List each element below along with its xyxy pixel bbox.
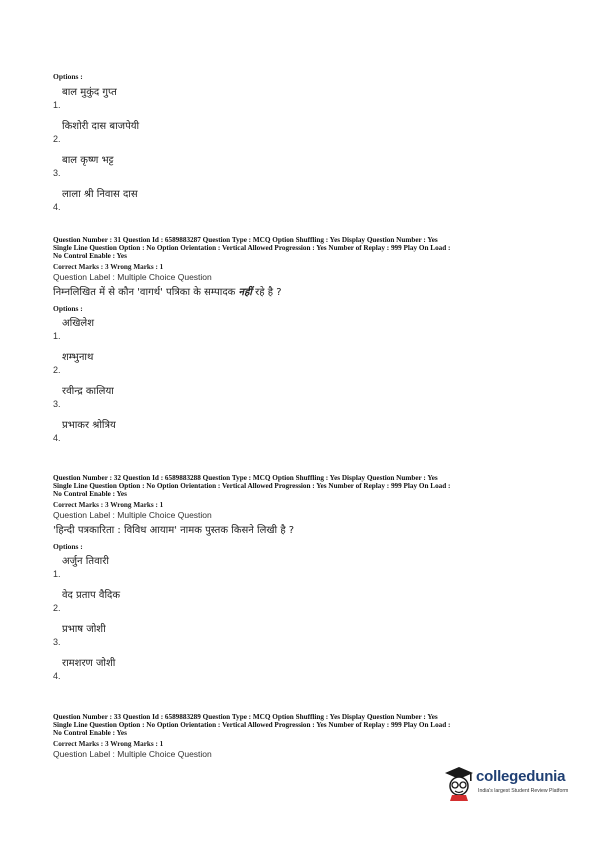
option-item[interactable] (53, 84, 553, 118)
option-number: 1. (53, 100, 61, 110)
option-text: किशोरी दास बाजपेयी (62, 121, 140, 132)
question-32 (53, 474, 553, 689)
option-text: अखिलेश (62, 317, 94, 329)
question-text-start: निम्नलिखित में से कौन 'वागर्थ' पत्रिका के सम्पादक (53, 286, 239, 298)
question-marks: Correct Marks : 3 Wrong Marks : 1 (53, 262, 164, 271)
option-text: शम्भुनाथ (62, 351, 94, 363)
option-item[interactable] (53, 655, 553, 689)
question-33 (53, 713, 553, 760)
question-text (53, 285, 553, 301)
option-text: वेद प्रताप वैदिक (62, 589, 121, 601)
option-text: प्रभाष जोशी (62, 623, 106, 635)
option-item[interactable] (53, 417, 553, 451)
question-label: Question Label : Multiple Choice Question (53, 271, 212, 282)
option-number: 1. (53, 330, 61, 341)
option-text: अर्जुन तिवारी (62, 555, 109, 567)
question-text: 'हिन्दी पत्रकारिता : विविध आयाम' नामक पुस्तक किसने लिखी है ? (53, 524, 295, 536)
meta-line: Single Line Question Option : No Option Orientation : Vertical Allowed Progression : Yes Number of Replay : 999 Play On Load : (53, 721, 451, 730)
option-number: 4. (53, 202, 61, 212)
question-31 (53, 236, 553, 451)
option-number: 3. (53, 636, 61, 647)
option-number: 2. (53, 134, 61, 144)
meta-line: Question Number : 33 Question Id : 6589883289 Question Type : MCQ Option Shuffling : Yes Display Question Number : Yes (53, 713, 438, 721)
option-number: 3. (53, 168, 61, 178)
option-item[interactable] (53, 118, 553, 152)
option-item[interactable] (53, 186, 553, 220)
question-label: Question Label : Multiple Choice Question (53, 748, 212, 759)
question-meta (53, 236, 553, 261)
option-number: 4. (53, 670, 61, 681)
meta-line: Single Line Question Option : No Option Orientation : Vertical Allowed Progression : Yes Number of Replay : 999 Play On Load : (53, 244, 451, 253)
options-label: Options : (53, 541, 83, 551)
option-number: 3. (53, 398, 61, 409)
options-label: Options : (53, 303, 83, 313)
question-marks: Correct Marks : 3 Wrong Marks : 1 (53, 739, 164, 748)
option-item[interactable] (53, 587, 553, 621)
question-meta (53, 713, 553, 738)
question-text-emphasis: नहीं (238, 286, 252, 298)
option-item[interactable] (53, 621, 553, 655)
option-text: लाला श्री निवास दास (62, 189, 138, 200)
option-text: रवीन्द्र कालिया (62, 385, 114, 397)
question-label: Question Label : Multiple Choice Question (53, 509, 212, 520)
logo-name: collegedunia (476, 768, 566, 785)
question-text-end: रहे है ? (251, 286, 282, 298)
collegedunia-logo[interactable] (442, 764, 582, 804)
option-number: 2. (53, 364, 61, 375)
option-number: 2. (53, 602, 61, 613)
option-text: बाल मुकुंद गुप्त (62, 87, 117, 98)
option-item[interactable] (53, 315, 553, 349)
option-number: 4. (53, 432, 61, 443)
option-text: रामशरण जोशी (62, 657, 116, 669)
meta-line: Question Number : 31 Question Id : 6589883287 Question Type : MCQ Option Shuffling : Yes Display Question Number : Yes (53, 236, 438, 244)
option-item[interactable] (53, 553, 553, 587)
meta-line: Single Line Question Option : No Option Orientation : Vertical Allowed Progression : Yes Number of Replay : 999 Play On Load : (53, 482, 451, 491)
option-text: प्रभाकर श्रोत्रिय (62, 419, 116, 431)
meta-line: No Control Enable : Yes (53, 729, 127, 738)
question-meta (53, 474, 553, 499)
question-marks: Correct Marks : 3 Wrong Marks : 1 (53, 500, 164, 509)
option-item[interactable] (53, 383, 553, 417)
meta-line: No Control Enable : Yes (53, 490, 127, 499)
graduate-mascot-icon (442, 764, 476, 804)
meta-line: Question Number : 32 Question Id : 6589883288 Question Type : MCQ Option Shuffling : Yes Display Question Number : Yes (53, 474, 438, 482)
logo-tagline: India's largest Student Review Platform (478, 788, 569, 794)
option-number: 1. (53, 568, 61, 579)
option-item[interactable] (53, 349, 553, 383)
options-label: Options : (53, 72, 83, 81)
option-item[interactable] (53, 152, 553, 186)
previous-question-options (53, 72, 553, 220)
meta-line: No Control Enable : Yes (53, 252, 127, 261)
option-text: बाल कृष्ण भट्ट (62, 155, 114, 166)
